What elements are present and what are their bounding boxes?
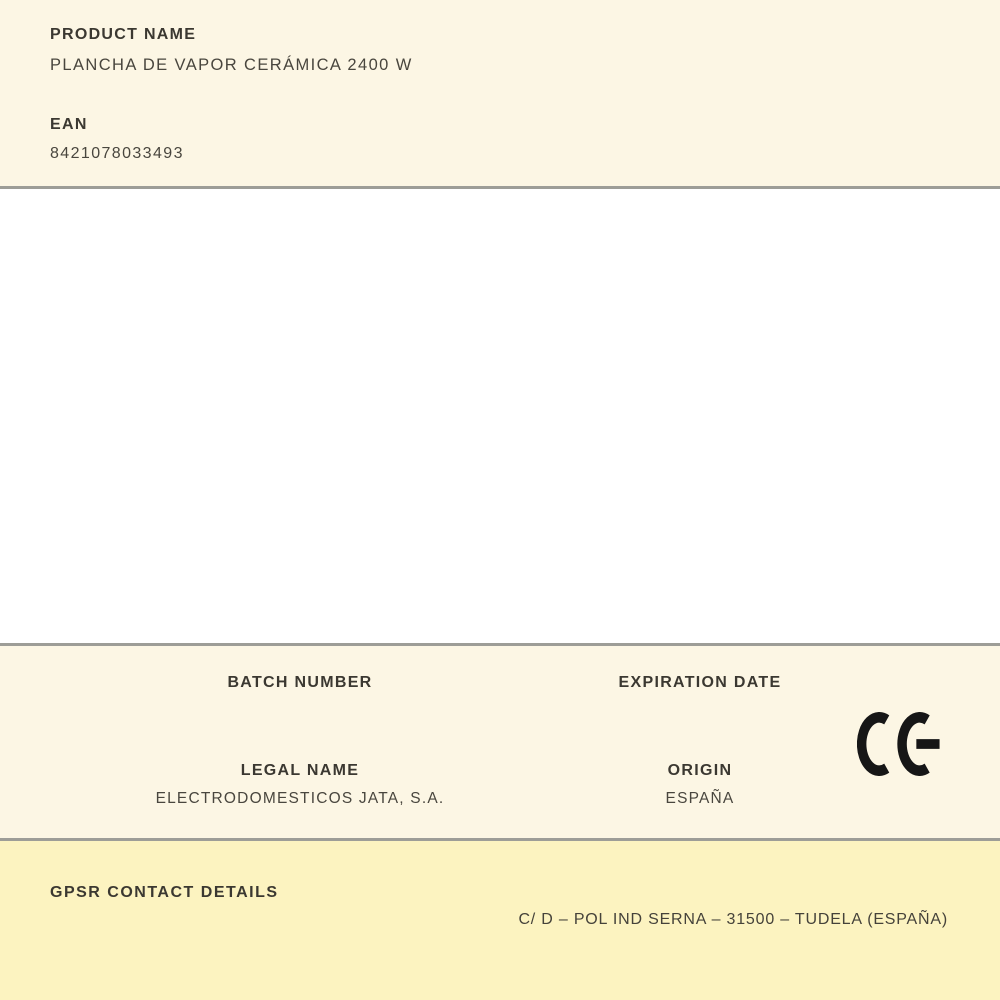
expiration-date-label: EXPIRATION DATE — [618, 674, 782, 691]
gpsr-contact-section — [0, 841, 1000, 1000]
gpsr-contact-address: C/ D – POL IND SERNA – 31500 – TUDELA (ESPAÑA) — [518, 911, 948, 928]
legal-name-value: ELECTRODOMESTICOS JATA, S.A. — [155, 790, 445, 807]
origin-value: ESPAÑA — [665, 790, 735, 807]
expiration-date-value — [500, 702, 900, 720]
product-name-value: PLANCHA DE VAPOR CERÁMICA 2400 W — [50, 56, 413, 74]
compliance-details-section — [0, 643, 1000, 841]
expiration-date-block — [500, 674, 900, 720]
ean-label: EAN — [50, 116, 88, 133]
origin-label: ORIGIN — [667, 762, 733, 779]
ce-mark-icon — [857, 712, 943, 776]
batch-number-value — [100, 702, 500, 720]
empty-content-area — [0, 189, 1000, 643]
batch-number-block — [100, 674, 500, 720]
legal-name-block — [100, 762, 500, 808]
details-row-batch-expiration — [100, 674, 900, 720]
gpsr-contact-label: GPSR CONTACT DETAILS — [50, 884, 279, 901]
origin-block — [500, 762, 900, 808]
details-row-legal-origin — [100, 762, 900, 808]
product-name-label: PRODUCT NAME — [50, 26, 197, 43]
batch-number-label: BATCH NUMBER — [227, 674, 373, 691]
product-info-section — [0, 0, 1000, 189]
legal-name-label: LEGAL NAME — [240, 762, 360, 779]
ean-value: 8421078033493 — [50, 145, 184, 162]
